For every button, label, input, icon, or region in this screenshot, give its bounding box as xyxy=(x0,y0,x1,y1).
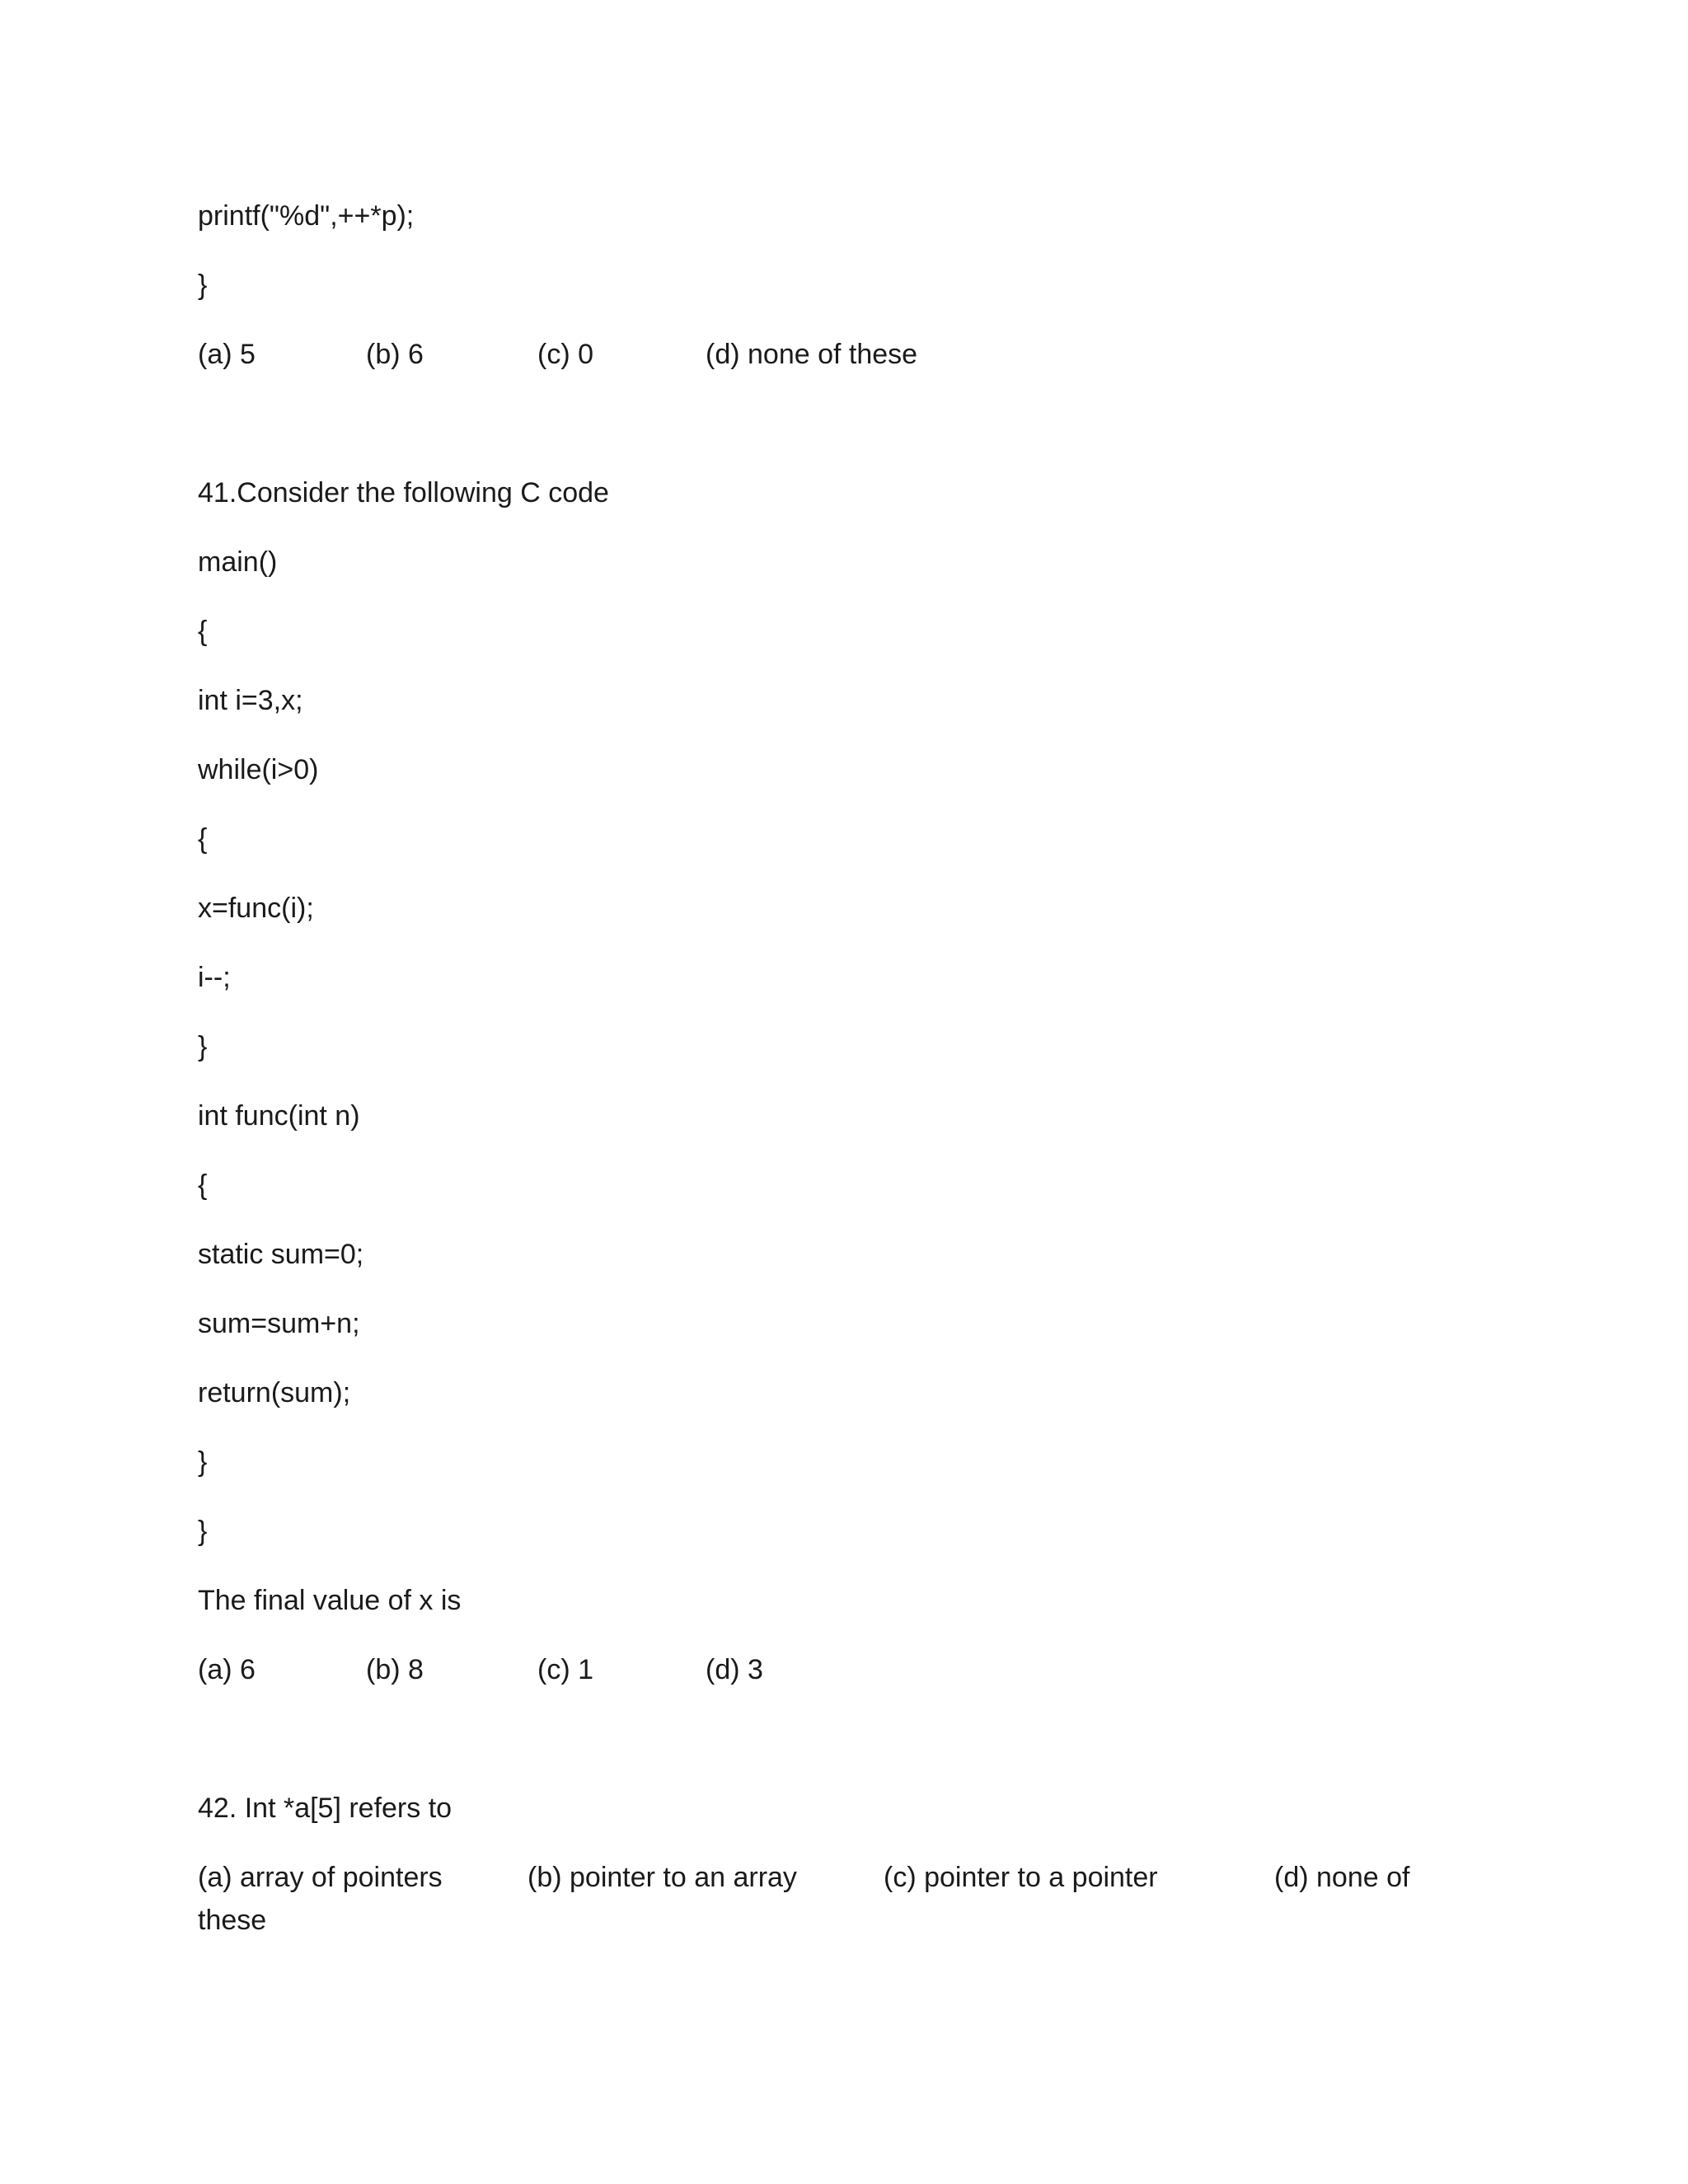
option-a: (a) array of pointers xyxy=(198,1862,443,1893)
option-b: (b) pointer to an array xyxy=(528,1862,797,1893)
code-line: printf("%d",++*p); xyxy=(198,200,415,232)
code-line: int func(int n) xyxy=(198,1100,360,1132)
code-line: i--; xyxy=(198,962,231,993)
code-line: } xyxy=(198,1446,208,1478)
option-b: (b) 6 xyxy=(366,339,424,370)
code-line: while(i>0) xyxy=(198,754,319,785)
question-heading: 42. Int *a[5] refers to xyxy=(198,1793,452,1824)
code-line: return(sum); xyxy=(198,1377,351,1408)
option-c: (c) 0 xyxy=(537,339,593,370)
option-a: (a) 6 xyxy=(198,1654,256,1685)
code-line: } xyxy=(198,1031,208,1062)
option-b: (b) 8 xyxy=(366,1654,424,1685)
code-line: int i=3,x; xyxy=(198,685,303,716)
code-line: } xyxy=(198,269,208,301)
option-c: (c) 1 xyxy=(537,1654,593,1685)
option-d: (d) none of xyxy=(1274,1862,1410,1893)
code-line: { xyxy=(198,823,208,855)
question-prompt: The final value of x is xyxy=(198,1585,462,1616)
option-a: (a) 5 xyxy=(198,339,256,370)
option-d: (d) 3 xyxy=(706,1654,763,1685)
option-d: (d) none of these xyxy=(706,339,918,370)
code-line: } xyxy=(198,1516,208,1547)
code-line: sum=sum+n; xyxy=(198,1308,360,1339)
code-line: { xyxy=(198,1169,208,1201)
code-line: x=func(i); xyxy=(198,893,314,924)
question-heading: 41.Consider the following C code xyxy=(198,477,609,509)
option-d-continuation: these xyxy=(198,1905,267,1936)
code-line: main() xyxy=(198,546,278,578)
option-c: (c) pointer to a pointer xyxy=(884,1862,1158,1893)
code-line: static sum=0; xyxy=(198,1239,364,1270)
code-line: { xyxy=(198,616,208,647)
